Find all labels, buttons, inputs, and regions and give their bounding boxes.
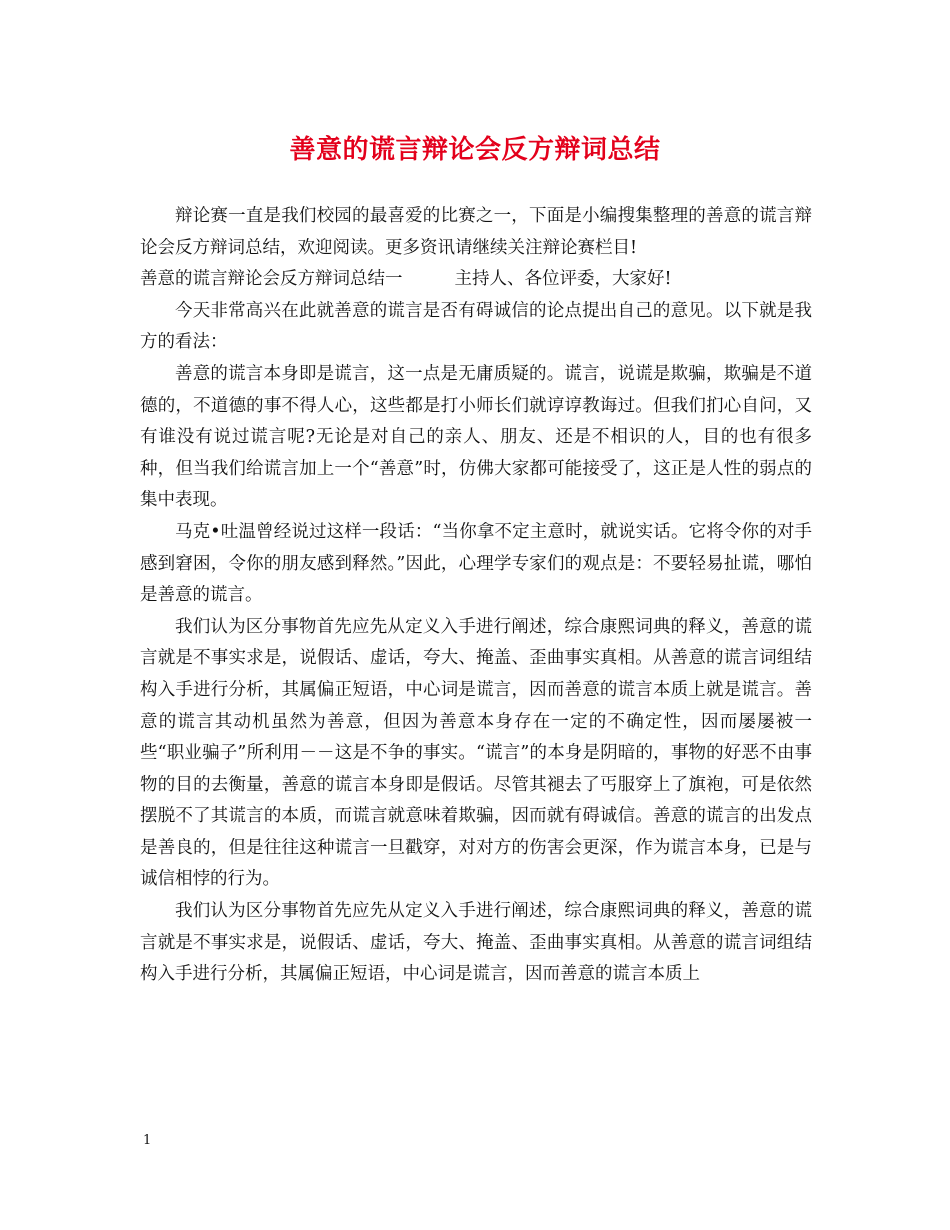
paragraph-argument-1: 善意的谎言本身即是谎言，这一点是无庸质疑的。谎言，说谎是欺骗，欺骗是不道德的，不道德的事不得人心，这些都是打小师长们就谆谆教诲过。但我们扪心自问，又有谁没有说过谎言呢?无论是对自己的亲人、朋友、还是不相识的人，目的也有很多种，但当我们给谎言加上一个“善意”时，仿佛大家都可能接受了，这正是人性的弱点的集中表现。 [140,363,812,511]
paragraph-argument-3: 我们认为区分事物首先应先从定义入手进行阐述，综合康熙词典的释义，善意的谎言就是不事实求是，说假话、虚话，夸大、掩盖、歪曲事实真相。从善意的谎言词组结构入手进行分析，其属偏正短语，中心词是谎言，因而善意的谎言本质上 [140,901,812,985]
document-body [140,201,812,991]
section-heading-line [140,264,812,296]
greeting: 主持人、各位评委，大家好! [454,269,672,290]
document-title: 善意的谎言辩论会反方辩词总结 [289,135,661,165]
paragraph-opening: 今天非常高兴在此就善意的谎言是否有碍诚信的论点提出自己的意见。以下就是我方的看法： [140,300,812,353]
section-heading: 善意的谎言辩论会反方辩词总结一 [140,269,403,290]
page-number: 1 [143,1133,152,1148]
paragraph-intro: 辩论赛一直是我们校园的最喜爱的比赛之一，下面是小编搜集整理的善意的谎言辩论会反方辩词总结，欢迎阅读。更多资讯请继续关注辩论赛栏目! [140,206,812,258]
paragraph-quote: 马克•吐温曾经说过这样一段话：“当你拿不定主意时，就说实话。它将令你的对手感到窘困，令你的朋友感到释然。”因此，心理学专家们的观点是：不要轻易扯谎，哪怕是善意的谎言。 [140,521,812,606]
paragraph-argument-2: 我们认为区分事物首先应先从定义入手进行阐述，综合康熙词典的释义，善意的谎言就是不事实求是，说假话、虚话，夸大、掩盖、歪曲事实真相。从善意的谎言词组结构入手进行分析，其属偏正短语，中心词是谎言，因而善意的谎言本质上就是谎言。善意的谎言其动机虽然为善意，但因为善意本身存在一定的不确定性，因而屡屡被一些“职业骗子”所利用－－这是不争的事实。“谎言”的本身是阴暗的，事物的好恶不由事物的目的去衡量，善意的谎言本身即是假话。尽管其褪去了丐服穿上了旗袍，可是依然摆脱不了其谎言的本质，而谎言就意味着欺骗，因而就有碍诚信。善意的谎言的出发点是善良的，但是往往这种谎言一旦戳穿，对对方的伤害会更深，作为谎言本身，已是与诚信相悖的行为。 [140,616,812,890]
